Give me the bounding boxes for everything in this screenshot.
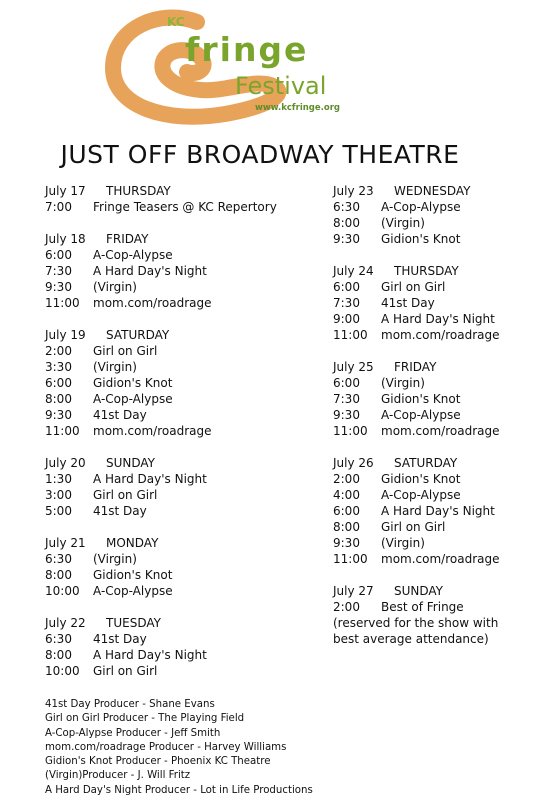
- event-time: 6:30: [45, 632, 72, 646]
- event-time: 2:00: [333, 600, 360, 614]
- schedule-left-column: [45, 183, 325, 695]
- event-row: [45, 471, 325, 487]
- event-time: 9:30: [45, 280, 72, 294]
- credit-line: mom.com/roadrage Producer - Harvey Williams: [45, 741, 287, 753]
- day-header: [333, 583, 548, 599]
- credit-line: Girl on Girl Producer - The Playing Field: [45, 713, 245, 725]
- event-row: [333, 215, 548, 231]
- day-header: [333, 359, 548, 375]
- day-header: [45, 535, 325, 551]
- event-time: 8:00: [333, 216, 360, 230]
- event-title: Gidion's Knot: [93, 376, 173, 390]
- event-row: [45, 503, 325, 519]
- day-block: [333, 583, 548, 647]
- event-title: 41st Day: [93, 408, 147, 422]
- credit-line: A Hard Day's Night Producer - Lot in Life Productions: [45, 784, 313, 796]
- event-time: 3:00: [45, 488, 72, 502]
- day-date: July 26: [333, 456, 374, 470]
- event-time: 9:30: [333, 408, 360, 422]
- day-block: [333, 359, 548, 439]
- event-title: A-Cop-Alypse: [381, 408, 461, 422]
- event-title: mom.com/roadrage: [381, 424, 500, 438]
- event-title: (Virgin): [381, 216, 425, 230]
- event-time: 8:00: [45, 392, 72, 406]
- day-weekday: SUNDAY: [106, 456, 156, 470]
- event-title: (Virgin): [93, 360, 137, 374]
- event-row: [333, 487, 548, 503]
- event-title: 41st Day: [381, 296, 435, 310]
- event-time: 1:30: [45, 472, 72, 486]
- logo-kc: KC: [167, 15, 185, 29]
- event-time: 5:00: [45, 504, 72, 518]
- event-title: Girl on Girl: [381, 280, 446, 294]
- day-header: [45, 455, 325, 471]
- event-row: [333, 471, 548, 487]
- event-title: (Virgin): [381, 376, 425, 390]
- event-title: A Hard Day's Night: [93, 264, 207, 278]
- day-weekday: FRIDAY: [394, 360, 437, 374]
- day-date: July 27: [333, 584, 374, 598]
- event-time: 6:00: [45, 248, 72, 262]
- event-row: [45, 263, 325, 279]
- event-time: 11:00: [45, 424, 80, 438]
- event-title: Girl on Girl: [93, 488, 158, 502]
- event-time: 8:00: [333, 520, 360, 534]
- credit-line: A-Cop-Alypse Producer - Jeff Smith: [45, 727, 221, 739]
- event-time: 7:30: [45, 264, 72, 278]
- day-weekday: SATURDAY: [106, 328, 170, 342]
- day-header: [333, 183, 548, 199]
- schedule-right-column: [333, 183, 548, 663]
- event-row: [45, 663, 325, 679]
- event-row: [45, 487, 325, 503]
- day-header: [333, 455, 548, 471]
- event-row: [45, 247, 325, 263]
- logo-fringe: fringe: [185, 30, 309, 69]
- event-time: 6:00: [333, 376, 360, 390]
- event-title: A-Cop-Alypse: [93, 584, 173, 598]
- event-row: [45, 375, 325, 391]
- producer-credits: [45, 698, 375, 798]
- event-title: Gidion's Knot: [381, 392, 461, 406]
- event-time: 11:00: [45, 296, 80, 310]
- event-time: 2:00: [333, 472, 360, 486]
- event-row: [333, 231, 548, 247]
- event-time: 6:00: [333, 504, 360, 518]
- credit-line: 41st Day Producer - Shane Evans: [45, 699, 215, 710]
- logo-url: www.kcfringe.org: [255, 103, 340, 113]
- day-header: [45, 183, 325, 199]
- event-title: A Hard Day's Night: [381, 504, 495, 518]
- event-title: 41st Day: [93, 504, 147, 518]
- logo-festival: Festival: [235, 72, 327, 100]
- event-time: 7:30: [333, 392, 360, 406]
- event-time: 9:30: [45, 408, 72, 422]
- page-title: JUST OFF BROADWAY THEATRE: [60, 140, 460, 169]
- event-row: [45, 295, 325, 311]
- event-time: 6:00: [333, 280, 360, 294]
- event-time: 4:00: [333, 488, 360, 502]
- event-time: 11:00: [333, 424, 368, 438]
- event-row: [333, 503, 548, 519]
- day-weekday: THURSDAY: [394, 264, 459, 278]
- event-row: [45, 359, 325, 375]
- day-header: [45, 615, 325, 631]
- event-row: [333, 199, 548, 215]
- day-weekday: FRIDAY: [106, 232, 149, 246]
- event-title: A Hard Day's Night: [93, 648, 207, 662]
- event-row: [45, 423, 325, 439]
- day-note: (reserved for the show with best average attendance): [333, 616, 499, 646]
- credit-line: (Virgin)Producer - J. Will Fritz: [45, 770, 191, 782]
- event-time: 8:00: [45, 648, 72, 662]
- event-title: Girl on Girl: [93, 344, 158, 358]
- event-time: 3:30: [45, 360, 72, 374]
- day-date: July 24: [333, 264, 374, 278]
- event-title: (Virgin): [381, 536, 425, 550]
- day-date: July 25: [333, 360, 374, 374]
- event-row: [333, 423, 548, 439]
- day-weekday: THURSDAY: [106, 184, 171, 198]
- day-block: [45, 455, 325, 519]
- event-row: [45, 583, 325, 599]
- day-block: [333, 455, 548, 567]
- kc-fringe-festival-logo: [105, 6, 365, 126]
- event-row: [45, 407, 325, 423]
- event-time: 10:00: [45, 664, 80, 678]
- event-row: [333, 551, 548, 567]
- event-time: 11:00: [333, 552, 368, 566]
- event-title: A Hard Day's Night: [93, 472, 207, 486]
- event-title: Gidion's Knot: [381, 232, 461, 246]
- event-title: A-Cop-Alypse: [93, 248, 173, 262]
- event-row: [45, 647, 325, 663]
- event-row: [333, 311, 548, 327]
- event-row: [45, 567, 325, 583]
- day-date: July 17: [45, 184, 86, 198]
- day-weekday: SUNDAY: [394, 584, 444, 598]
- event-row: [45, 391, 325, 407]
- event-time: 7:30: [333, 296, 360, 310]
- event-title: mom.com/roadrage: [381, 552, 500, 566]
- credit-line: Gidion's Knot Producer - Phoenix KC Theatre: [45, 756, 271, 768]
- event-title: Girl on Girl: [93, 664, 158, 678]
- day-block: [45, 535, 325, 599]
- event-time: 11:00: [333, 328, 368, 342]
- event-row: [45, 343, 325, 359]
- event-row: [333, 391, 548, 407]
- day-date: July 23: [333, 184, 374, 198]
- event-row: [45, 631, 325, 647]
- event-time: 9:30: [333, 232, 360, 246]
- event-title: Gidion's Knot: [381, 472, 461, 486]
- event-row: [333, 327, 548, 343]
- event-row: [45, 199, 325, 215]
- day-date: July 19: [45, 328, 86, 342]
- event-title: mom.com/roadrage: [93, 424, 212, 438]
- event-row: [45, 551, 325, 567]
- event-title: (Virgin): [93, 280, 137, 294]
- event-row: [333, 599, 548, 615]
- event-time: 6:00: [45, 376, 72, 390]
- event-time: 6:30: [45, 552, 72, 566]
- event-row: [333, 279, 548, 295]
- event-row: [333, 407, 548, 423]
- event-time: 6:30: [333, 200, 360, 214]
- event-title: A Hard Day's Night: [381, 312, 495, 326]
- day-block: [45, 183, 325, 215]
- day-header: [333, 263, 548, 279]
- day-date: July 22: [45, 616, 86, 630]
- event-time: 10:00: [45, 584, 80, 598]
- event-title: mom.com/roadrage: [93, 296, 212, 310]
- event-row: [45, 279, 325, 295]
- event-time: 9:30: [333, 536, 360, 550]
- event-time: 8:00: [45, 568, 72, 582]
- day-weekday: SATURDAY: [394, 456, 458, 470]
- day-block: [45, 327, 325, 439]
- event-row: [333, 375, 548, 391]
- event-title: Gidion's Knot: [93, 568, 173, 582]
- day-date: July 21: [45, 536, 86, 550]
- event-time: 9:00: [333, 312, 360, 326]
- event-row: [333, 519, 548, 535]
- event-row: [333, 295, 548, 311]
- event-title: (Virgin): [93, 552, 137, 566]
- day-block: [333, 263, 548, 343]
- event-title: mom.com/roadrage: [381, 328, 500, 342]
- day-header: [45, 231, 325, 247]
- day-block: [45, 231, 325, 311]
- event-title: A-Cop-Alypse: [381, 488, 461, 502]
- event-title: Best of Fringe: [381, 600, 464, 614]
- event-row: [333, 535, 548, 551]
- day-weekday: TUESDAY: [106, 616, 161, 630]
- event-title: A-Cop-Alypse: [381, 200, 461, 214]
- event-title: Fringe Teasers @ KC Repertory: [93, 200, 277, 214]
- event-title: A-Cop-Alypse: [93, 392, 173, 406]
- day-header: [45, 327, 325, 343]
- day-date: July 18: [45, 232, 86, 246]
- event-time: 7:00: [45, 200, 72, 214]
- event-title: 41st Day: [93, 632, 147, 646]
- day-block: [45, 615, 325, 679]
- day-date: July 20: [45, 456, 86, 470]
- day-block: [333, 183, 548, 247]
- day-weekday: WEDNESDAY: [394, 184, 471, 198]
- event-title: Girl on Girl: [381, 520, 446, 534]
- event-time: 2:00: [45, 344, 72, 358]
- day-weekday: MONDAY: [106, 536, 159, 550]
